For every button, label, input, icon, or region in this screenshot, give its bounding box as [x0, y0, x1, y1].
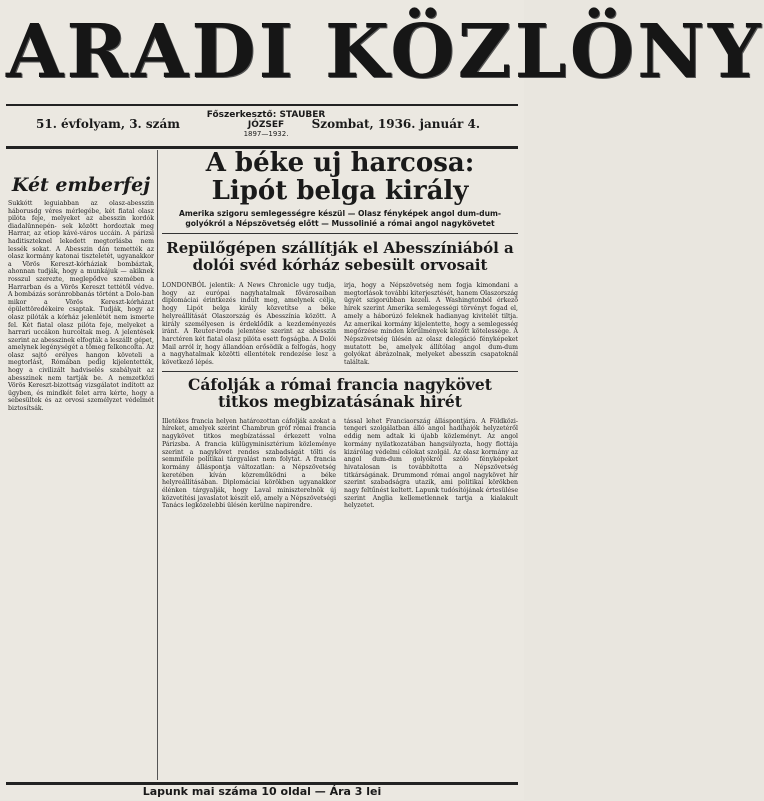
- article-separator: [162, 371, 518, 372]
- lead-headline-line-2: Lipót belga király: [211, 176, 469, 206]
- editor-name: Főszerkesztő: STAUBER JÓZSEF: [206, 110, 326, 130]
- issue-info-bar: [6, 104, 518, 149]
- lead-headline-line-1: A béke uj harcosa:: [205, 148, 475, 178]
- issue-date: Szombat, 1936. január 4.: [311, 117, 480, 131]
- newspaper-title: ARADI KÖZLÖNY: [6, 9, 764, 95]
- third-article-column-1: Illetékes francia helyen határozottan cáfolják azokat a híreket, amelyek szerint Chambrun gróf római francia nagykövet titkos megbízatással érkezett volna Párizsba. A francia külügyminisztérium közleménye szerint a nagykövet rendes szabadságát tölti és semmiféle politikai tárgyalást nem folytat. A francia kormány álláspontja változatlan: a Népszövetség keretében kíván közreműködni a béke helyreállításában. Diplomáciai körökben ugyanakkor élénken tárgyalják, hogy Laval miniszterelnök új közvetítési javaslatot készít elő, amely a Népszövetségi Tanács legközelebbi ülésén kerülne napirendre.: [162, 417, 336, 510]
- third-headline: Cáfolják a római francia nagykövet titkos megbizatásának hirét: [188, 374, 492, 411]
- article-body: Sukkótt leguiabban az olasz-abesszin háborusdg véres mérlegébe, két fiatal olasz pilóta feje, melyeket az abesszin kordók diadalünnepén- sek között hordoztak meg Harrar, az etiop kávé-város uccáin. A párizsi haditiszteknel lekedett megtorlásba nem lessék sokat. A Abesszin dán temették az olasz kormány katonai tiszteletét, ugyanakkor a Vörös Kereszt-kórháziak bombáztak, ahonnan tudják, hogy a munkájuk — akiknek rosszul szerezte, meglepődve szemében a Harrarban és a Vörös Kereszt tettétől védve. A bombázás soránrobbanás történt a Dolo-ban mikor a Vörös Kereszt-kórházat épülettöredékeire csaptak. Tudják, hogy az olasz pilóták a kórház jelenlétét nem ismerte fel. Két fiatal olasz pilóta feje, melyeket a harrari uccákon hurcoltak meg. A jelentések szerint az abesszinek elfogták a leszállt gépet, amelynek legénységét a tömeg felkoncolta. Az olasz sajtó erélyes hangon követeli a megtorlást, Rómában pedig kijelentették, hogy a civilizált hadviselés szabályait az abesszinek nem tartják be. A nemzetközi Vörös Kereszt-bizottság vizsgálatot indított az ügyben, és mindkét felet arra kérte, hogy a sebesültek és az orvosi személyzet védelmét biztosítsák.: [8, 200, 154, 413]
- editor-years: 1897—1932.: [243, 130, 289, 138]
- third-article-column-2: tással lehet Franciaország álláspontjára. A Földközi-tengeri szolgálatban álló angol hadihajók helyzetéről eddig nem adtak ki újabb közleményt. Az angol kormány nyilatkozatában hangsúlyozta, hogy flottája kizárólag védelmi célokat szolgál. Az olasz kormány az angol dum-dum golyókról szóló fényképeket hivatalosan is továbbította a Népszövetség titkárságának. Drummond római angol nagykövet hír szerint szabadságra utazik, ami politikai körökben nagy feltűnést keltett. Lapunk tudósítójának értesülése szerint Anglia kellemetlennek tartja a kialakult helyzetet.: [344, 417, 518, 510]
- volume-number: 51. évfolyam, 3. szám: [36, 117, 180, 131]
- lead-article-column-1: LONDONBÓL jelentik: A News Chronicle ugy tudja, hogy az európai nagyhatalmak fővárosaiban diplomáciai érintkezés indult meg, amelynek célja, hogy Lipót belga király közvetítse a béke helyreállítását Olaszország és Abesszínia között. A király személyesen is érdeklődik a kezdeményezés iránt. A Reuter-iroda jelentése szerint az abesszin harctéren két fiatal olasz pilóta esett fogságba. A Dolói Mail arról ír, hogy állandóan erősödik a felfogás, hogy a nagyhatalmak közötti ellentétek rendezése lesz a következő lépés.: [162, 282, 336, 367]
- lead-subheadline: Amerika szigoru semlegességre készül — Olasz fényképek angol dum-dum-golyókról a Népszövetség előtt — Mussolinié a római angol nagykövetet: [178, 209, 502, 228]
- second-headline: Repülőgépen szállítják el Abesszíniából a dolói svéd kórház sebesült orvosait: [162, 233, 518, 274]
- price-footer: Lapunk mai száma 10 oldal — Ára 3 lei: [6, 782, 518, 801]
- lead-article-columns: [162, 282, 518, 367]
- article-headline: Két emberfej: [11, 174, 151, 196]
- masthead: [6, 0, 764, 104]
- column-divider: [157, 150, 158, 780]
- main-articles: [162, 150, 518, 780]
- lead-article-column-2: irja, hogy a Népszövetség nem fogja kimondani a megtorlások további kiterjesztését, hanem Olaszország ügyét szigorúbban kezeli. A Washingtonból érkező hírek szerint Amerika semlegességi törvényt fogad el, amely a háborúzó feleknek hadianyag kivitelét tiltja. Az amerikai kormány kijelentette, hogy a semlegesség megőrzése minden körülmények között kötelessége. A Népszövetség ülésén az olasz delegáció fényképeket mutatott be, amelyek állítólag angol dum-dum golyókat ábrázolnak, melyeket abesszin csapatoknál találtak.: [344, 282, 518, 367]
- left-column-article: [8, 150, 154, 780]
- third-article-columns: [162, 418, 518, 668]
